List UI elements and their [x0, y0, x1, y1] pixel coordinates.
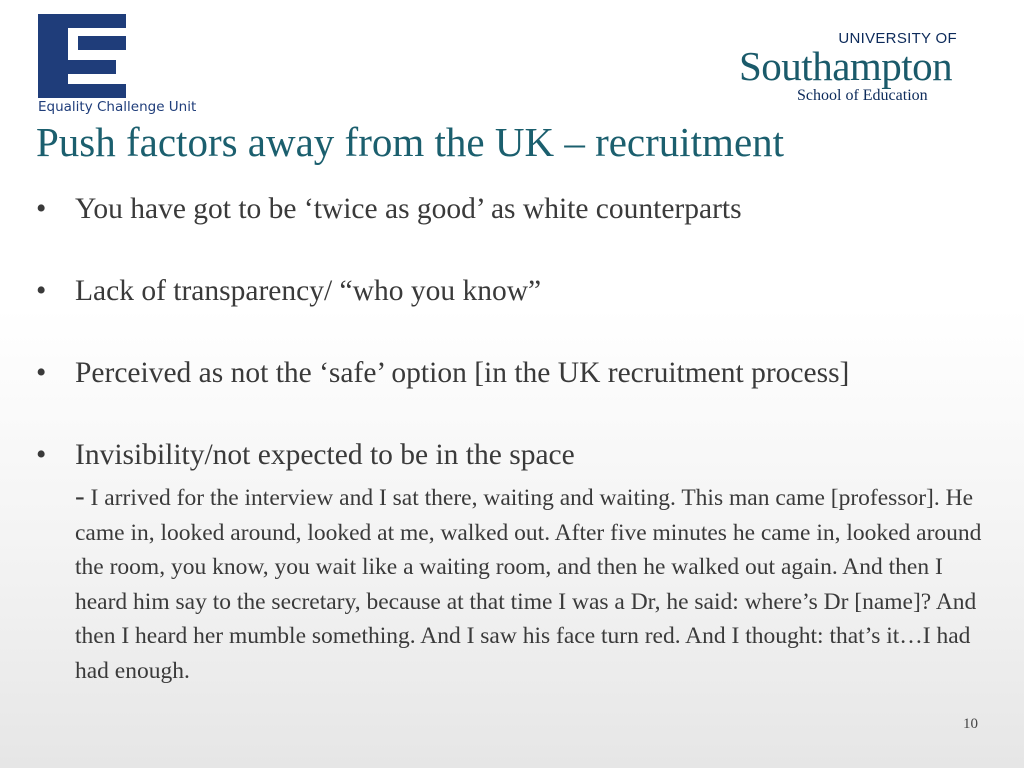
bullet-item	[36, 352, 986, 394]
ecu-logo-text: Equality Challenge Unit	[38, 99, 197, 115]
southampton-logo-school: School of Education	[797, 87, 928, 104]
southampton-logo	[735, 30, 985, 110]
bullet-icon: •	[36, 357, 47, 389]
bullet-item	[36, 270, 986, 312]
interview-quote	[75, 479, 986, 688]
bullet-item	[36, 188, 986, 230]
quote-text: I arrived for the interview and I sat there, waiting and waiting. This man came [professor]. He came in, looked around, looked at me, walked out. After five minutes he came in, looked around the room, you know, you wait like a waiting room, and then he walked out again. And then I heard him say to the secretary, because at that time I was a Dr, he said: where’s Dr [name]? And then I heard her mumble something. And I saw his face turn red. And I thought: that’s it…I had had enough.	[75, 485, 982, 684]
quote-dash: -	[75, 480, 85, 512]
bullet-text: You have got to be ‘twice as good’ as white counterparts	[75, 193, 742, 225]
bullet-text: Perceived as not the ‘safe’ option [in the UK recruitment process]	[75, 357, 850, 389]
bullet-icon: •	[36, 275, 47, 307]
bullet-text: Lack of transparency/ “who you know”	[75, 275, 542, 307]
ecu-logo	[38, 2, 198, 120]
page-number: 10	[963, 716, 978, 732]
bullet-text: Invisibility/not expected to be in the space	[75, 439, 575, 471]
southampton-logo-university: UNIVERSITY OF	[838, 30, 957, 47]
bullet-icon: •	[36, 193, 47, 225]
ecu-logo-mark	[38, 14, 128, 98]
bullet-list	[36, 188, 986, 688]
bullet-icon: •	[36, 439, 47, 471]
slide-title: Push factors away from the UK – recruitment	[36, 119, 785, 165]
bullet-item	[36, 434, 986, 688]
southampton-logo-name: Southampton	[739, 43, 953, 89]
